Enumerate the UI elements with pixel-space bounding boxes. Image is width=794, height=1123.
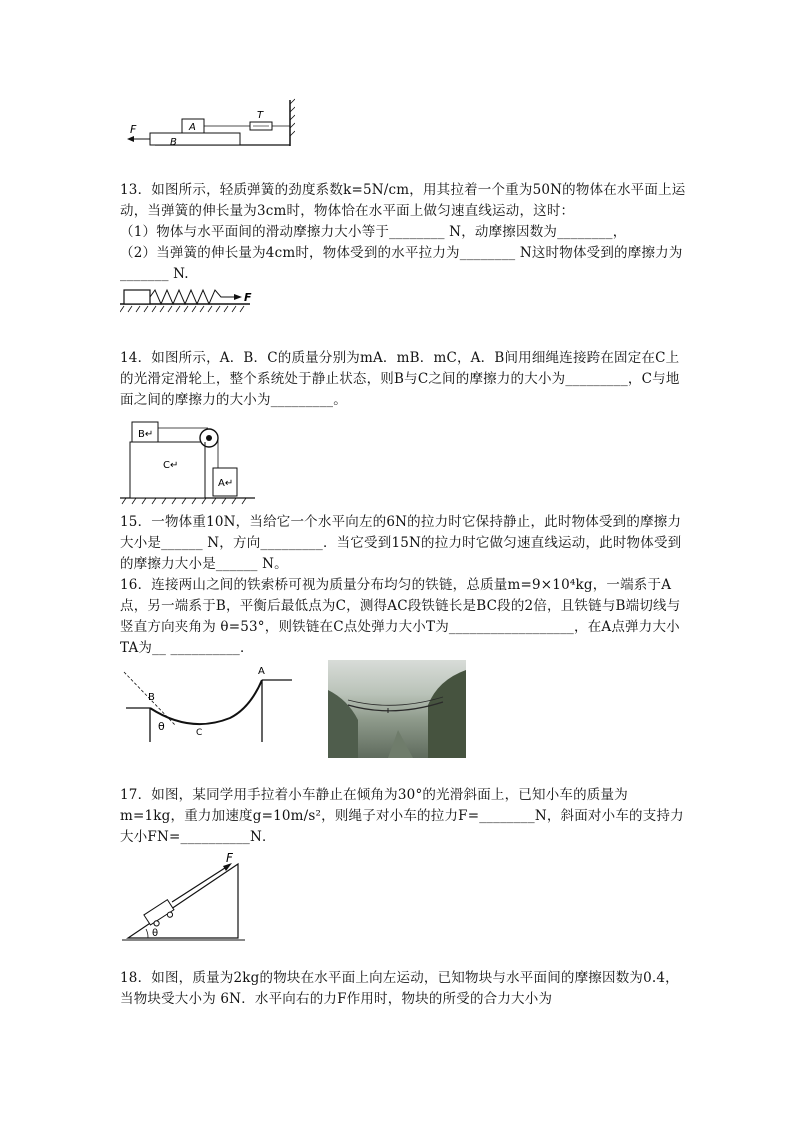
label-theta: θ [152,928,159,939]
label-C: C↵ [163,460,179,471]
figure-spring-block [120,286,260,322]
label-A: A [189,122,196,133]
bridge-photo [328,660,466,758]
label-theta: θ [158,720,165,733]
label-B: B↵ [138,429,154,440]
q13-stem: 13．如图所示，轻质弹簧的劲度系数k=5N/cm，用其拉着一个重为50N的物体在水平面上运动，当弹簧的伸长量为3cm时，物体恰在水平面上做匀速直线运动，这时： [120,182,686,219]
q13-sub1: （1）物体与水平面间的滑动摩擦力大小等于________ N，动摩擦因数为________， [120,224,627,240]
q14-text: 14．如图所示，A．B．C的质量分别为mA．mB．mC，A．B间用细绳连接跨在固定在C上的光滑定滑轮上，整个系统处于静止状态，则B与C之间的摩擦力的大小为_________，C与地面之间的摩擦力的大小为_________。 [120,350,680,408]
q13-sub2: （2）当弹簧的伸长量为4cm时，物体受到的水平拉力为________ N这时物体受到的摩擦力为_______ N. [120,245,683,282]
figure-incline-cart [120,852,250,944]
figure-blocks-spring-scale [125,98,295,150]
q17-text: 17．如图，某同学用手拉着小车静止在倾角为30°的光滑斜面上，已知小车的质量为m=1kg，重力加速度g=10m/s²，则绳子对小车的拉力F=________N，斜面对小车的支持力大小FN=__________N． [120,787,684,845]
label-F: F [226,852,233,865]
figure-pulley-blocks [120,418,260,506]
q15-text: 15．一物体重10N，当给它一个水平向左的6N的拉力时它保持静止，此时物体受到的摩擦力大小是______ N，方向_________．当它受到15N的拉力时它做匀速直线运动，此时物体受到的摩擦力大小是______ N。 [120,514,682,572]
figure-chain-bridge [120,662,300,742]
label-A: A [258,666,265,677]
label-F: F [244,291,252,304]
label-B: B [170,137,177,148]
label-T: T [257,110,264,121]
q18-text: 18．如图，质量为2kg的物块在水平面上向左运动，已知物块与水平面间的摩擦因数为0.4，当物块受大小为 6N．水平向右的力F作用时，物块的所受的合力大小为 [120,970,679,1007]
label-F: F [130,123,137,136]
label-B: B [148,692,155,703]
label-C: C [196,728,203,738]
label-A: A↵ [218,478,234,489]
q16-text: 16．连接两山之间的铁索桥可视为质量分布均匀的铁链，总质量m=9×10⁴kg，一端系于A点，另一端系于B，平衡后最低点为C，测得AC段铁链长是BC段的2倍，且铁链与B端切线与竖直方向夹角为 θ=53°，则铁链在C点处弹力大小T为__________________，在A点弹力大小TA为__ __________． [120,577,681,656]
